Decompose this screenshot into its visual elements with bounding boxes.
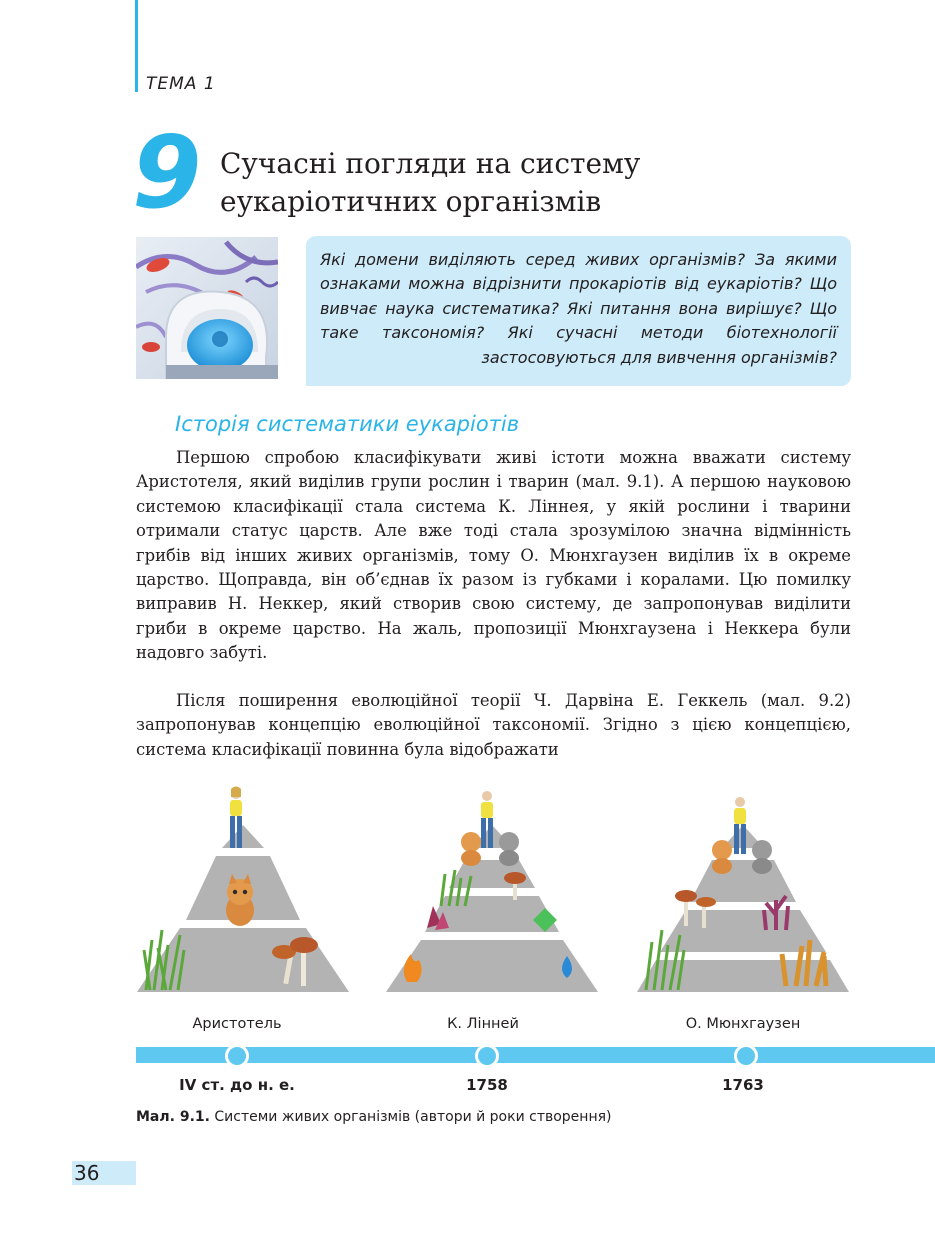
- lesson-number: 9: [132, 114, 202, 231]
- questions-box: [306, 236, 851, 386]
- aristotle-pyramid: [136, 780, 350, 995]
- questions-text: Які домени виділяють серед живих організмів? За якими ознаками можна відрізнити прокаріотів від еукаріотів? Що вивчає наука систематика? Які питання вона вирішує? Що таке таксономія? Які сучасні методи біотехнології застосовуються для вивчення організмів?: [320, 250, 837, 367]
- paragraph-text: Після поширення еволюційної теорії Ч. Дарвіна Е. Геккель (мал. 9.2) запропонував концепцію еволюційної таксономії. Згідно з цією концепцією, система класифікації повинна була відображати: [136, 691, 851, 759]
- figure-9-1: [0, 780, 935, 1120]
- pyramid-tier-2: [690, 860, 796, 902]
- timeline-bar: [136, 1047, 935, 1063]
- pyramid-tier-bottom: [137, 928, 349, 992]
- pyramid-tier-top: [222, 825, 264, 848]
- lesson-title-line2: еукаріотичних організмів: [220, 185, 602, 218]
- timeline-node: [475, 1044, 499, 1068]
- lesson-title-line1: Сучасні погляди на систему: [220, 147, 641, 180]
- caption-text: Системи живих організмів (автори й роки створення): [209, 1109, 612, 1125]
- paragraph-text: Першою спробою класифікувати живі істоти можна вважати систему Аристотеля, який виділив групи рослин і тварин (мал. 9.1). А першою науковою системою класифікації стала система К. Ліннея, у якій рослини і тварини отримали статус царств. Але вже тоді стала зрозумілою значна відмінність грибів від інших живих організмів, тому О. Мюнхгаузен виділив їх в окреме царство. Щоправда, він об’єднав їх разом із губками і коралами. Цю помилку виправив Н. Неккер, який створив свою систему, де запропонував виділити гриби в окреме царство. На жаль, пропозиції Мюнхгаузена і Неккера були надовго забуті.: [136, 448, 851, 663]
- topic-label: ТЕМА 1: [146, 74, 216, 94]
- year-label: IV ст. до н. е.: [179, 1076, 295, 1094]
- topic-accent-bar: [135, 0, 138, 92]
- timeline-node: [225, 1044, 249, 1068]
- cat-icon: [226, 874, 254, 926]
- year-label: 1758: [466, 1076, 508, 1094]
- timeline-node: [734, 1044, 758, 1068]
- section-heading: Історія систематики еукаріотів: [175, 412, 520, 436]
- munchhausen-pyramid: [636, 780, 850, 995]
- figure-caption: [136, 1109, 612, 1125]
- eukaryotic-cell-illustration: [136, 237, 278, 379]
- author-label: Аристотель: [192, 1016, 282, 1032]
- author-label: О. Мюнхгаузен: [685, 1016, 801, 1032]
- author-label: К. Лінней: [447, 1016, 519, 1032]
- body-paragraph-2: [136, 689, 851, 762]
- year-label: 1763: [722, 1076, 764, 1094]
- lesson-title: [220, 145, 640, 221]
- body-paragraph-1: [136, 446, 851, 666]
- page-number: 36: [74, 1161, 100, 1185]
- caption-label: Мал. 9.1.: [136, 1109, 210, 1125]
- linnaeus-pyramid: [385, 780, 599, 995]
